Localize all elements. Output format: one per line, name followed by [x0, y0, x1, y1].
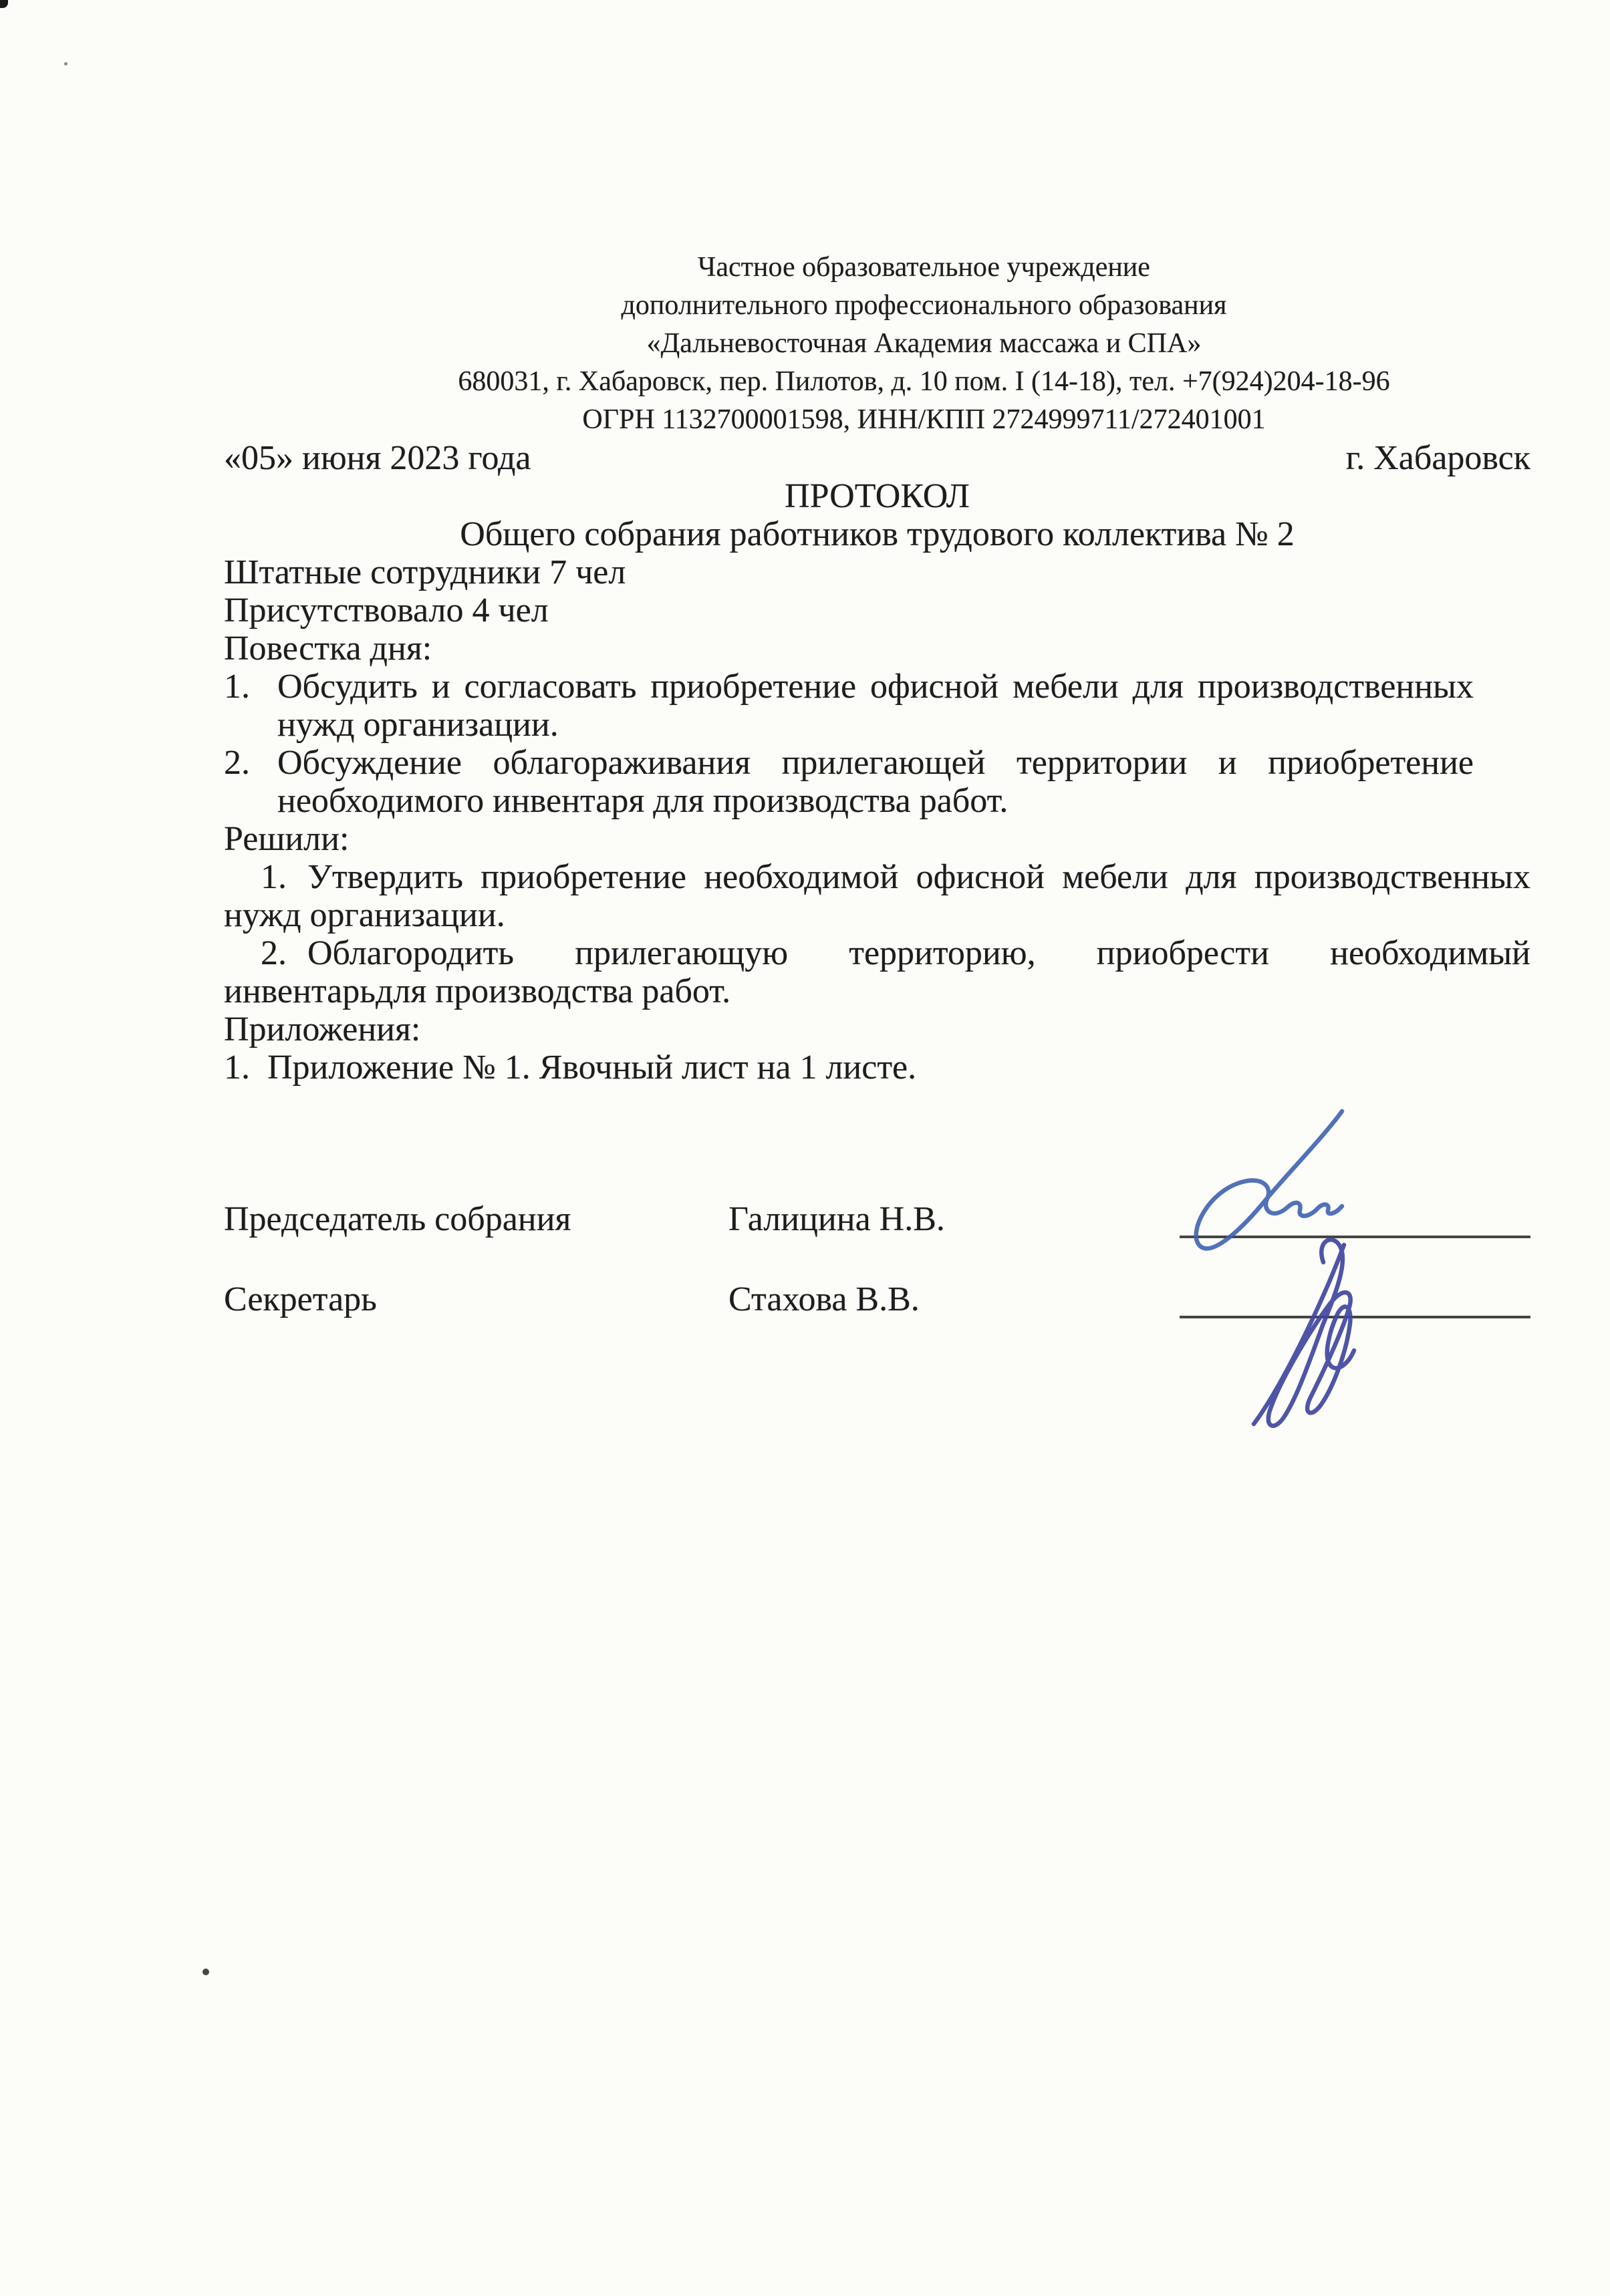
agenda-list [224, 668, 1530, 820]
handwritten-signature-ink [1170, 1107, 1424, 1274]
attachment-item-1 [224, 1048, 1530, 1087]
decisions-heading: Решили: [224, 820, 350, 858]
org-registration-codes: ОГРН 1132700001598, ИНН/КПП 2724999711/272401001 [582, 404, 1266, 435]
ink-dot [203, 1969, 209, 1975]
attachments-heading: Приложения: [224, 1010, 421, 1048]
scan-speck [0, 0, 8, 8]
signature-role-chairman: Председатель собрания [224, 1200, 571, 1238]
handwritten-signature-ink [1223, 1230, 1424, 1431]
signature-role-secretary: Секретарь [224, 1280, 377, 1318]
org-name: «Дальневосточная Академия массажа и СПА» [646, 328, 1202, 359]
agenda-item-1 [224, 668, 1474, 744]
dateline [224, 439, 1530, 477]
decision-item-1 [224, 858, 1530, 934]
agenda-item-2-number: 2. [224, 744, 250, 782]
signature-line-chairman [1180, 1200, 1530, 1238]
signature-name-secretary: Стахова В.В. [728, 1280, 920, 1318]
signature-name-chairman: Галицина Н.В. [728, 1200, 945, 1238]
signature-line-secretary [1180, 1280, 1530, 1318]
staff-count-line: Штатные сотрудники 7 чел [224, 553, 626, 591]
title-block [224, 477, 1530, 553]
scan-speck [64, 62, 68, 65]
agenda-heading: Повестка дня: [224, 629, 432, 668]
document-subtitle: Общего собрания работников трудового коллектива № 2 [460, 515, 1295, 553]
agenda-item-1-number: 1. [224, 668, 250, 706]
org-address: 680031, г. Хабаровск, пер. Пилотов, д. 10 пом. I (14-18), тел. +7(924)204-18-96 [458, 366, 1390, 397]
attachment-item-1-number: 1. [224, 1048, 250, 1087]
decision-item-1-text: Утвердить приобретение необходимой офисной мебели для производственных нужд организации. [224, 858, 1530, 934]
document-date: «05» июня 2023 года [224, 439, 531, 477]
decision-item-2 [224, 934, 1530, 1010]
org-header [224, 249, 1530, 439]
agenda-item-2 [224, 744, 1474, 820]
present-count-line: Присутствовало 4 чел [224, 591, 549, 629]
signature-row-secretary [224, 1280, 1530, 1318]
document-title: ПРОТОКОЛ [785, 477, 970, 515]
agenda-item-2-text: Обсуждение облагораживания прилегающей территории и приобретение необходимого инвентаря для производства работ. [277, 744, 1474, 820]
attachment-item-1-text: Приложение № 1. Явочный лист на 1 листе. [267, 1048, 917, 1087]
document-city: г. Хабаровск [1345, 439, 1530, 477]
decision-item-2-text: Облагородить прилегающую территорию, приобрести необходимый инвентарьдля производства работ. [224, 934, 1530, 1010]
org-type-line-1: Частное образовательное учреждение [698, 252, 1150, 283]
org-type-line-2: дополнительного профессионального образования [621, 290, 1227, 321]
decision-item-2-number: 2. [261, 934, 287, 972]
decision-item-1-number: 1. [261, 858, 287, 896]
agenda-item-1-text: Обсудить и согласовать приобретение офисной мебели для производственных нужд организации. [277, 668, 1474, 744]
signature-row-chairman [224, 1200, 1530, 1238]
